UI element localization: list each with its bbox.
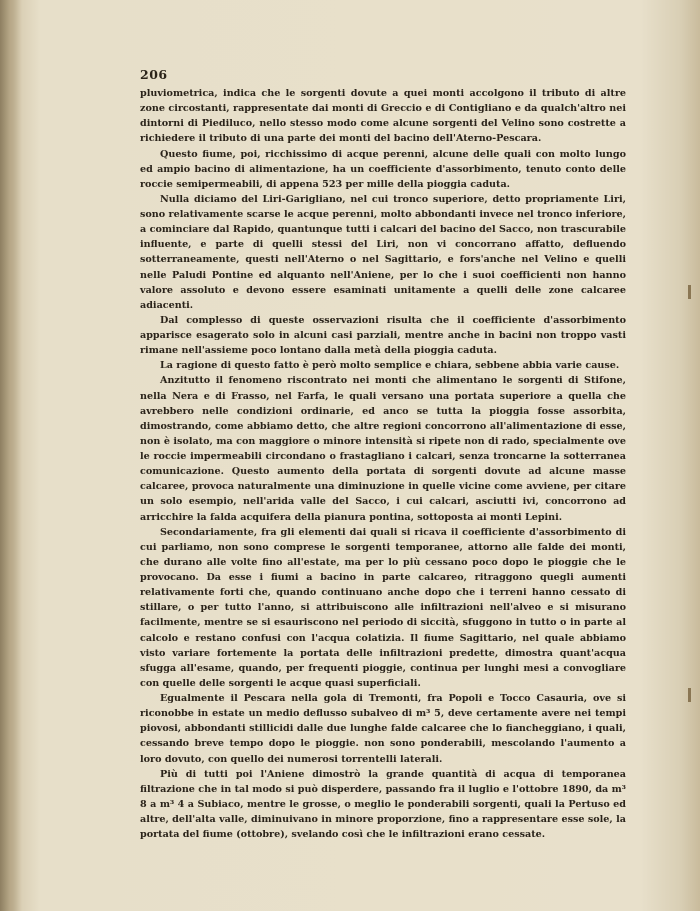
paragraph-4: Dal complesso di queste osservazioni risulta che il coefficiente d'assorbimento apparisce esagerato solo in alcuni casi parziali, mentre anche in bacini non troppo vasti rimane nell'assieme poco lontano dalla metà della pioggia caduta.	[140, 314, 626, 357]
paragraph-2: Questo fiume, poi, ricchissimo di acque perenni, alcune delle quali con molto lungo ed ampio bacino di alimentazione, ha un coefficiente d'assorbimento, tenuto conto delle roccie semipermeabili, di appena 523 per mille della pioggia caduta.	[140, 148, 626, 190]
body-text	[140, 86, 626, 842]
page-spine-shadow	[0, 0, 22, 911]
paragraph-6: Anzitutto il fenomeno riscontrato nei monti che alimentano le sorgenti di Stifone, nella Nera e di Frasso, nel Farfa, le quali versano una portata superiore a quella che avrebbero nelle condizioni ordinarie, ed anco se tutta la pioggia fosse assorbita, dimostrando, come abbiamo detto, che altre regioni concorrono all'alimentazione di esse, non è isolato, ma con maggiore o minore intensità si ripete non di rado, specialmente ove le roccie impermeabili circondano o frastagliano i calcari, senza troncarne la sotterranea comunicazione. Questo aumento della portata di sorgenti dovute ad alcune masse calcaree, provoca naturalmente una diminuzione in quelle vicine come avviene, per citare un solo esempio, nell'arida valle del Sacco, i cui calcari, asciutti ivi, concorrono ad arricchire la falda acquifera della pianura pontina, sottoposta ai monti Lepini.	[140, 375, 626, 523]
page-edge-marks	[688, 0, 692, 911]
edge-mark	[688, 285, 691, 299]
paragraph-7: Secondariamente, fra gli elementi dai quali si ricava il coefficiente d'assorbimento di cui parliamo, non sono comprese le sorgenti temporanee, attorno alle falde dei monti, che durano alle volte fino all'estate, ma per lo più cessano poco dopo le pioggie che le provocano. Da esse i fiumi a bacino in parte calcareo, ritraggono quegli aumenti relativamente forti che, quando continuano anche dopo che i terreni hanno cessato di stillare, o per tutto l'anno, si attribuiscono alle infiltrazioni nell'alveo e si misurano facilmente, mentre se si esauriscono nel periodo di siccità, sfuggono in tutto o in parte al calcolo e restano confusi con l'acqua colatizia. Il fiume Sagittario, nel quale abbiamo visto variare fortemente la portata delle infiltrazioni predette, dimostra quant'acqua sfugga all'esame, quando, per frequenti pioggie, continua per lunghi mesi a convogliare con quelle delle sorgenti le acque quasi superficiali.	[140, 526, 626, 689]
paragraph-3: Nulla diciamo del Liri-Garigliano, nel cui tronco superiore, detto propriamente Liri, sono relativamente scarse le acque perenni, molto abbondanti invece nel tronco inferiore, a cominciare dal Rapido, quantunque tutti i calcari del bacino del Sacco, non trascurabile influente, e parte di quelli stessi del Liri, non vi concorrano affatto, defluendo sotterraneamente, questi nell'Aterno o nel Sagittario, e fors'anche nel Velino e quelli nelle Paludi Pontine ed alquanto nell'Aniene, per lo che i suoi coefficienti non hanno valore assoluto e devono essere esaminati unitamente a quelli delle zone calcaree adiacenti.	[140, 193, 626, 311]
page-number: 206	[140, 67, 168, 82]
paragraph-5: La ragione di questo fatto è però molto semplice e chiara, sebbene abbia varie cause.	[160, 360, 620, 372]
paragraph-9: Più di tutti poi l'Aniene dimostrò la grande quantità di acqua di temporanea filtrazione che in tal modo si può disperdere, passando fra il luglio e l'ottobre 1890, da m³ 8 a m³ 4 a Subiaco, mentre le grosse, o meglio le ponderabili sorgenti, quali la Pertuso ed altre, dell'alta valle, diminuivano in minore proporzione, fino a rappresentare esse sole, la portata del fiume (ottobre), svelando così che le infiltrazioni erano cessate.	[140, 768, 626, 841]
paragraph-8: Egualmente il Pescara nella gola di Tremonti, fra Popoli e Tocco Casauria, ove si riconobbe in estate un medio deflusso subalveo di m³ 5, deve certamente avere nei tempi piovosi, abbondanti stillicidi dalle due lunghe falde calcaree che lo fiancheggiano, i quali, cessando breve tempo dopo le pioggie. non sono ponderabili, mescolando l'aumento a loro dovuto, con quello dei numerosi torrentelli laterali.	[140, 693, 626, 765]
edge-mark	[688, 688, 691, 702]
paragraph-1: pluviometrica, indica che le sorgenti dovute a quei monti accolgono il tributo di altre zone circostanti, rappresentate dai monti di Greccio e di Contigliano e da qualch'altro nei dintorni di Piediluco, nello stesso modo come alcune sorgenti del Velino sono costrette a richiedere il tributo di una parte dei monti del bacino dell'Aterno-Pescara.	[140, 88, 626, 145]
